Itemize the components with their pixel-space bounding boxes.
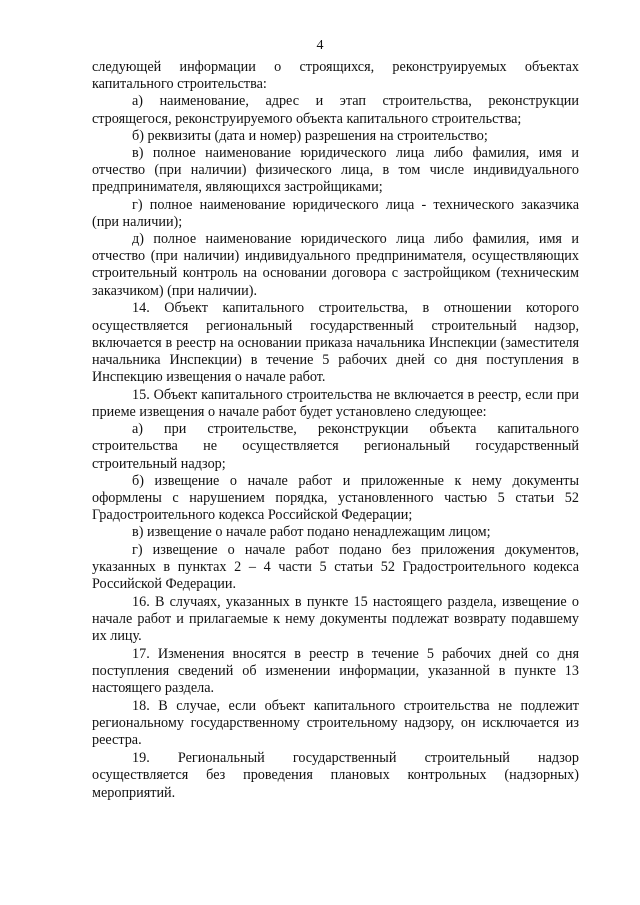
paragraph-17: 17. Изменения вносятся в реестр в течение 5 рабочих дней со дня поступления сведений об изменении информации, указанной в пункте 13 настоящего раздела. — [92, 645, 579, 697]
paragraph-18: 18. В случае, если объект капитального строительства не подлежит региональному государственному строительному надзору, он исключается из реестра. — [92, 698, 579, 749]
paragraph-15-b: б) извещение о начале работ и приложенные к нему документы оформлены с нарушением порядка, установленного частью 5 статьи 52 Градостроительного кодекса Российской Федерации; — [92, 472, 579, 524]
paragraph-15-v: в) извещение о начале работ подано ненадлежащим лицом; — [132, 524, 491, 541]
paragraph-continuation: следующей информации о строящихся, реконструируемых объектах капитального строительства: — [92, 59, 579, 93]
paragraph-16: 16. В случаях, указанных в пункте 15 настоящего раздела, извещение о начале работ и прилагаемые к нему документы подлежат возврату подавшему их лицу. — [92, 593, 579, 645]
paragraph-item-d: д) полное наименование юридического лица либо фамилия, имя и отчество (при наличии) индивидуального предпринимателя, осуществляющих строительный контроль на основании договора с застройщиком (техническим заказчиком) (при наличии). — [92, 231, 579, 299]
paragraph-item-v: в) полное наименование юридического лица либо фамилия, имя и отчество (при наличии) физического лица, в том числе индивидуального предпринимателя, являющихся застройщиками; — [92, 145, 579, 196]
paragraph-15-g: г) извещение о начале работ подано без приложения документов, указанных в пунктах 2 – 4 части 5 статьи 52 Градостроительного кодекса Российской Федерации. — [92, 541, 579, 593]
paragraph-item-a: а) наименование, адрес и этап строительства, реконструкции строящегося, реконструируемого объекта капитального строительства; — [92, 93, 579, 127]
page-number: 4 — [316, 38, 324, 53]
paragraph-14: 14. Объект капитального строительства, в отношении которого осуществляется региональный государственный строительный надзор, включается в реестр на основании приказа начальника Инспекции (заместителя начальника Инспекции) в течение 5 рабочих дней со дня поступления в Инспекцию извещения о начале работ. — [92, 300, 579, 386]
document-body — [92, 59, 579, 802]
paragraph-item-g: г) полное наименование юридического лица - технического заказчика (при наличии); — [92, 196, 579, 230]
paragraph-15: 15. Объект капитального строительства не включается в реестр, если при приеме извещения о начале работ будет установлено следующее: — [92, 386, 579, 421]
paragraph-19: 19. Региональный государственный строительный надзор осуществляется без проведения плановых контрольных (надзорных) мероприятий. — [92, 750, 579, 801]
paragraph-item-b: б) реквизиты (дата и номер) разрешения на строительство; — [132, 127, 488, 144]
paragraph-15-a: а) при строительстве, реконструкции объекта капитального строительства не осуществляется региональный государственный строительный надзор; — [92, 421, 579, 472]
